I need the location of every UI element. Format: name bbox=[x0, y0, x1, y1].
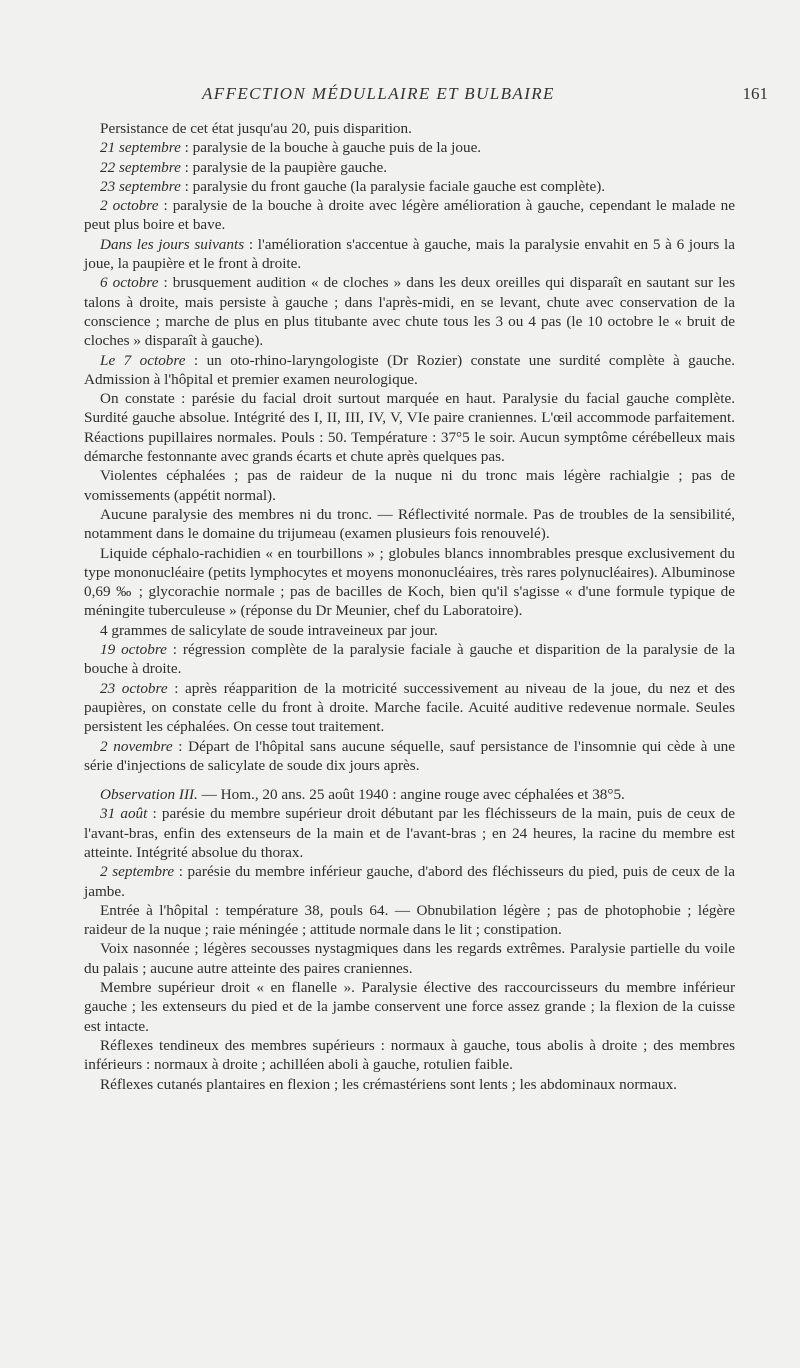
paragraph: 4 grammes de salicylate de soude intraveineux par jour. bbox=[100, 621, 438, 639]
paragraph: Réflexes tendineux des membres supérieurs : normaux à gauche, tous abolis à droite ; des membres inférieurs : normaux à droite ; achilléen aboli à gauche, rotulien faible. bbox=[84, 1036, 735, 1074]
paragraph: 19 octobre : régression complète de la paralysie faciale à gauche et disparition de la paralysie de la bouche à droite. bbox=[84, 641, 735, 678]
paragraph: 2 septembre : parésie du membre inférieur gauche, d'abord des fléchisseurs du pied, puis de ceux de la jambe. bbox=[84, 863, 735, 900]
paragraph: 23 septembre : paralysie du front gauche (la paralysie faciale gauche est complète). bbox=[100, 177, 606, 195]
paragraph: Le 7 octobre : un oto-rhino-laryngologiste (Dr Rozier) constate une surdité complète à gauche. Admission à l'hôpital et premier examen neurologique. bbox=[84, 351, 735, 388]
paragraph: 23 octobre : après réapparition de la motricité successivement au niveau de la joue, du nez et des paupières, on constate celle du front à droite. Marche facile. Acuité auditive redevenue normale. Seules persistent les céphalées. On cesse tout traitement. bbox=[84, 679, 735, 736]
paragraph-observation-start: Observation III. — Hom., 20 ans. 25 août 1940 : angine rouge avec céphalées et 38°5. bbox=[100, 786, 625, 804]
paragraph: Membre supérieur droit « en flanelle ». Paralysie élective des raccourcisseurs du membre inférieur gauche ; les extenseurs du pied et de la jambe conservent une force assez grande ; la flexion de la cuisse est intacte. bbox=[84, 979, 735, 1035]
paragraph: 21 septembre : paralysie de la bouche à gauche puis de la joue. bbox=[100, 139, 482, 157]
paragraph: 6 octobre : brusquement audition « de cloches » dans les deux oreilles qui disparaît en sautant sur les talons à droite, mais persiste à gauche ; dans l'après-midi, en se levant, chute avec conservation de la conscience ; marche de plus en plus titubante avec chute tous les 3 ou 4 pas (le 10 octobre le « bruit de cloches » disparaît à gauche). bbox=[84, 274, 735, 350]
paragraph: Dans les jours suivants : l'amélioration s'accentue à gauche, mais la paralysie envahit en 5 à 6 jours la joue, la paupière et le front à droite. bbox=[84, 235, 735, 273]
paragraph: Réflexes cutanés plantaires en flexion ; les crémastériens sont lents ; les abdominaux normaux. bbox=[100, 1075, 677, 1093]
paragraph: Entrée à l'hôpital : température 38, pouls 64. — Obnubilation légère ; pas de photophobie ; légère raideur de la nuque ; raie méningée ; attitude normale dans le lit ; constipation. bbox=[84, 901, 735, 939]
running-title: AFFECTION MÉDULLAIRE ET BULBAIRE bbox=[202, 84, 555, 103]
paragraph: On constate : parésie du facial droit surtout marquée en haut. Paralysie du facial gauche complète. Surdité gauche absolue. Intégrité des I, II, III, IV, V, VIe paire craniennes. L'œil accommode parfaitement. Réactions pupillaires normales. Pouls : 50. Température : 37°5 le soir. Aucun symptôme cérébelleux mais démarche festonnante avec grands écarts et chute après quelques pas. bbox=[84, 390, 735, 466]
paragraph: Liquide céphalo-rachidien « en tourbillons » ; globules blancs innombrables presque exclusivement du type mononucléaire (petits lymphocytes et moyens mononucléaires, très rares polynucléaires). Albuminose 0,69 ‰ ; glycorachie normale ; pas de bacilles de Koch, bien qu'il s'agisse « d'une formule typique de méningite tuberculeuse » (réponse du Dr Meunier, chef du Laboratoire). bbox=[84, 544, 735, 620]
paragraph: Persistance de cet état jusqu'au 20, puis disparition. bbox=[100, 120, 412, 137]
running-header bbox=[0, 84, 800, 108]
paragraph: Aucune paralysie des membres ni du tronc. — Réflectivité normale. Pas de troubles de la sensibilité, notamment dans le domaine du trijumeau (examen plusieurs fois renouvelé). bbox=[84, 505, 735, 543]
paragraph: 2 octobre : paralysie de la bouche à droite avec légère amélioration à gauche, cependant le malade ne peut plus boire et bave. bbox=[84, 197, 735, 234]
paragraph: 31 août : parésie du membre supérieur droit débutant par les fléchisseurs de la main, puis de ceux de l'avant-bras, enfin des extenseurs de la main et de l'avant-bras ; en 24 heures, la racine du membre est atteinte. Intégrité absolue du thorax. bbox=[84, 805, 735, 861]
page-number: 161 bbox=[742, 84, 768, 103]
paragraph: Voix nasonnée ; légères secousses nystagmiques dans les regards extrêmes. Paralysie partielle du voile du palais ; aucune autre atteinte des paires craniennes. bbox=[84, 940, 735, 977]
paragraph: 22 septembre : paralysie de la paupière gauche. bbox=[100, 158, 388, 176]
paragraph: Violentes céphalées ; pas de raideur de la nuque ni du tronc mais légère rachialgie ; pas de vomissements (appétit normal). bbox=[84, 467, 735, 504]
body-text bbox=[84, 119, 735, 1094]
paragraph: 2 novembre : Départ de l'hôpital sans aucune séquelle, sauf persistance de l'insomnie qui cède à une série d'injections de salicylate de soude dix jours après. bbox=[84, 737, 735, 774]
